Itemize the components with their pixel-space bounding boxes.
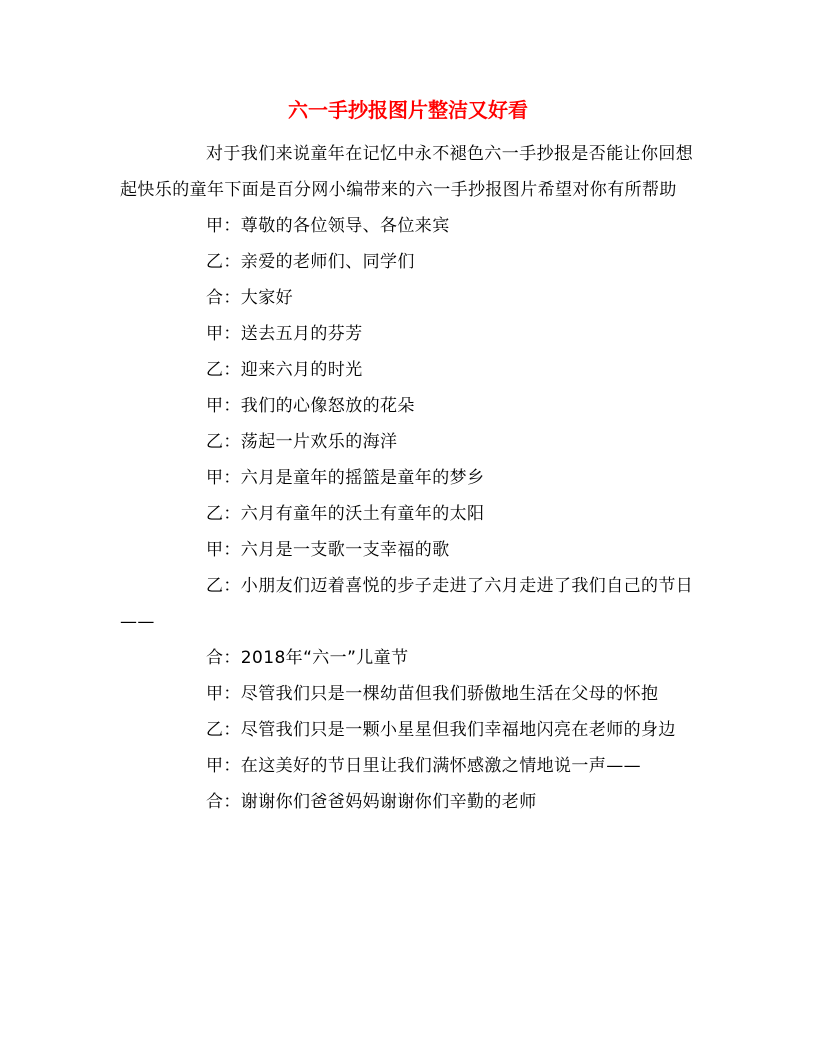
script-line: 甲：六月是童年的摇篮是童年的梦乡: [206, 468, 485, 488]
script-line: 乙：迎来六月的时光: [206, 360, 363, 380]
script-line: 乙：亲爱的老师们、同学们: [206, 252, 415, 272]
script-line: 乙：小朋友们迈着喜悦的步子走进了六月走进了我们自己的节日——: [120, 576, 694, 632]
script-line: 合：2018年“六一”儿童节: [206, 648, 409, 668]
script-line: 甲：尽管我们只是一棵幼苗但我们骄傲地生活在父母的怀抱: [206, 684, 659, 704]
intro-paragraph: 对于我们来说童年在记忆中永不褪色六一手抄报是否能让你回想起快乐的童年下面是百分网小编带来的六一手抄报图片希望对你有所帮助: [120, 144, 694, 200]
script-line: 甲：在这美好的节日里让我们满怀感激之情地说一声——: [206, 756, 641, 776]
script-line: 甲：送去五月的芬芳: [206, 324, 363, 344]
script-line: 甲：六月是一支歌一支幸福的歌: [206, 540, 450, 560]
document-title: 六一手抄报图片整洁又好看: [288, 98, 528, 122]
script-line: 甲：尊敬的各位领导、各位来宾: [206, 216, 450, 236]
script-line: 乙：荡起一片欢乐的海洋: [206, 432, 398, 452]
document-body: [120, 136, 700, 820]
script-line: 合：大家好: [206, 288, 293, 308]
script-line: 甲：我们的心像怒放的花朵: [206, 396, 415, 416]
script-line: 乙：六月有童年的沃土有童年的太阳: [206, 504, 485, 524]
script-line: 合：谢谢你们爸爸妈妈谢谢你们辛勤的老师: [206, 792, 537, 812]
script-line: 乙：尽管我们只是一颗小星星但我们幸福地闪亮在老师的身边: [206, 720, 676, 740]
